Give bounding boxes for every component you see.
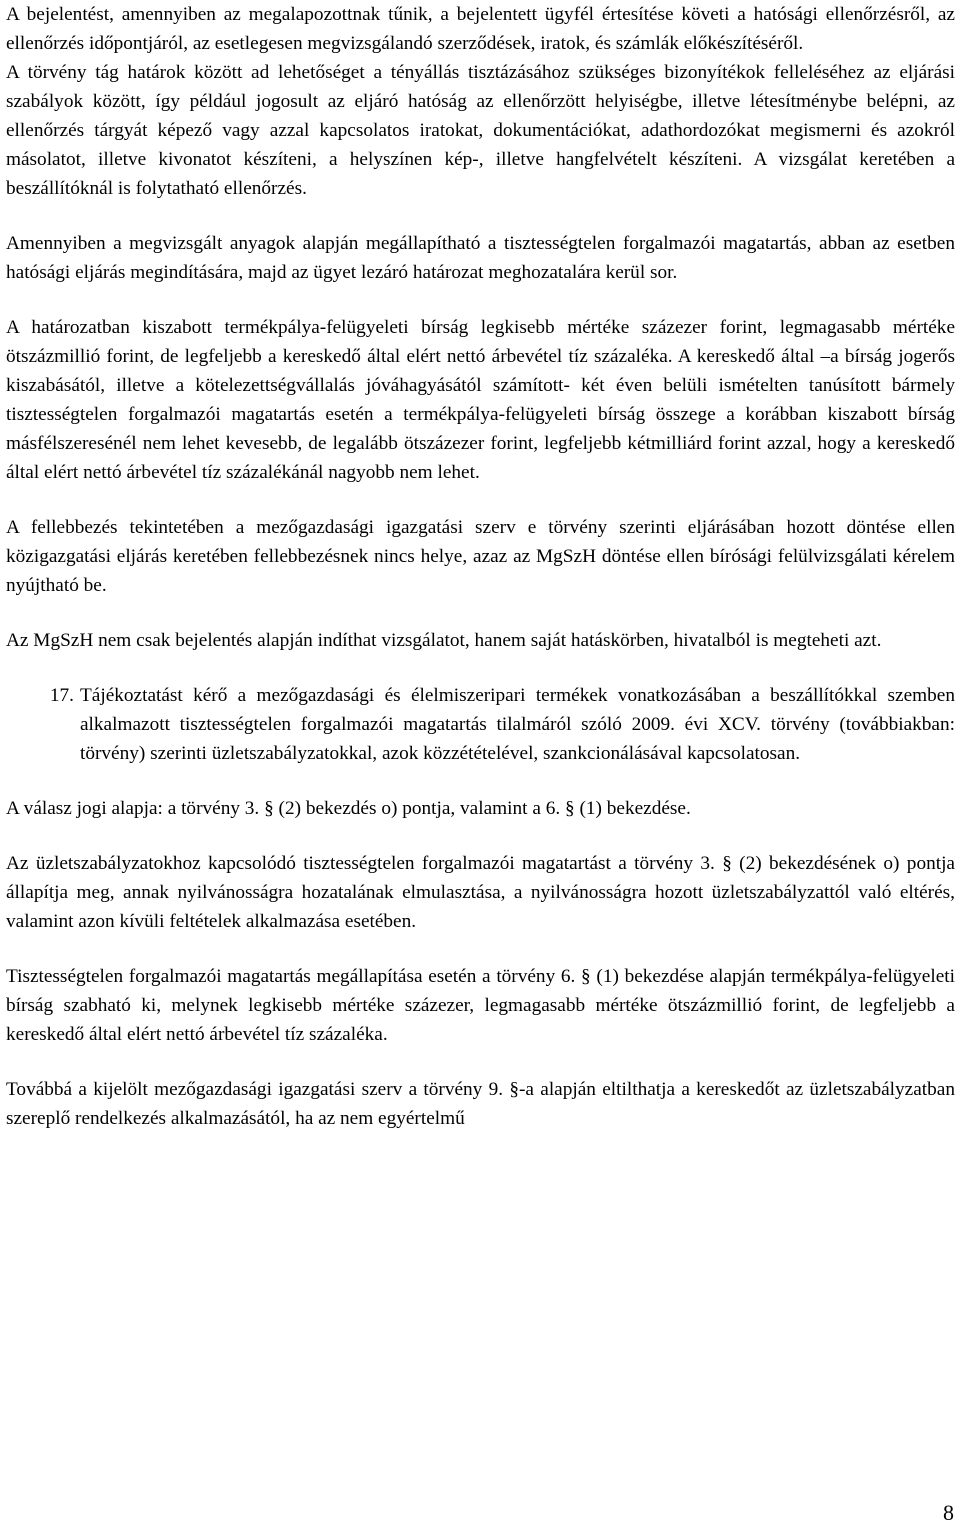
paragraph-notification: A bejelentést, amennyiben az megalapozottnak tűnik, a bejelentett ügyfél értesítése követi a hatósági ellenőrzésről, az ellenőrzés időpontjáról, az esetlegesen megvizsgálandó szerződések, iratok, és számlák előkészítéséről. (6, 4, 955, 54)
paragraph-ex-officio: Az MgSzH nem csak bejelentés alapján indíthat vizsgálatot, hanem saját hatáskörben, hivatalból is megteheti azt. (6, 630, 882, 651)
list-item-number: 17. (49, 685, 74, 706)
paragraph-evidence: A törvény tág határok között ad lehetőséget a tényállás tisztázásához szükséges bizonyítékok felleléséhez az eljárási szabályok között, így például jogosult az eljáró hatóság az ellenőrzött helyiségbe, illetve létesítménybe belépni, az ellenőrzés tárgyát képező vagy azzal kapcsolatos iratokat, dokumentációkat, adathordozókat megismerni és azokról másolatot, illetve kivonatot készíteni, a helyszínen kép-, illetve hangfelvételt készíteni. A vizsgálat keretében a beszállítóknál is folytatható ellenőrzés. (6, 62, 955, 199)
list-item-17 (6, 681, 955, 768)
paragraph-legal-basis: A válasz jogi alapja: a törvény 3. § (2) bekezdés o) pontja, valamint a 6. § (1) bekezdése. (6, 798, 691, 819)
paragraph-sanction: Tisztességtelen forgalmazói magatartás megállapítása esetén a törvény 6. § (1) bekezdése alapján termékpálya-felügyeleti bírság szabható ki, melynek legkisebb mértéke százezer, legmagasabb mértéke ötszázmillió forint, de legfeljebb a kereskedő által elért nettó árbevétel tíz százaléka. (6, 966, 955, 1045)
paragraph-business-rules: Az üzletszabályzatokhoz kapcsolódó tisztességtelen forgalmazói magatartást a törvény 3. § (2) bekezdésének o) pontja állapítja meg, annak nyilvánosságra hozatalának elmulasztása, a nyilvánosságra hozott üzletszabályzattól való eltérés, valamint azon kívüli feltételek alkalmazása esetében. (6, 853, 955, 932)
paragraph-appeal: A fellebbezés tekintetében a mezőgazdasági igazgatási szerv e törvény szerinti eljárásában hozott döntése ellen közigazgatási eljárás keretében fellebbezésnek nincs helye, azaz az MgSzH döntése ellen bírósági felülvizsgálati kérelem nyújtható be. (6, 517, 955, 596)
paragraph-fine: A határozatban kiszabott termékpálya-felügyeleti bírság legkisebb mértéke százezer forint, legmagasabb mértéke ötszázmillió forint, de legfeljebb a kereskedő által elért nettó árbevétel tíz százaléka. A kereskedő által –a bírság jogerős kiszabásától, illetve a kötelezettségvállalás jóváhagyásától számított- két éven belüli ismételten tanúsított bármely tisztességtelen forgalmazói magatartás esetén a termékpálya-felügyeleti bírság összege a korábban kiszabott bírság másfélszeresénél nem lehet kevesebb, de legalább ötszázezer forint, legfeljebb kétmilliárd forint azzal, hogy a kereskedő által elért nettó árbevétel tíz százalékánál nagyobb nem lehet. (6, 317, 955, 483)
paragraph-prohibition: Továbbá a kijelölt mezőgazdasági igazgatási szerv a törvény 9. §-a alapján eltilthatja a kereskedőt az üzletszabályzatban szereplő rendelkezés alkalmazásától, ha az nem egyértelmű (6, 1079, 955, 1129)
document-page (6, 0, 955, 1159)
page-number: 8 (943, 1500, 954, 1525)
paragraph-proceedings: Amennyiben a megvizsgált anyagok alapján megállapítható a tisztességtelen forgalmazói magatartás, abban az esetben hatósági eljárás megindítására, majd az ügyet lezáró határozat meghozatalára kerül sor. (6, 233, 955, 283)
list-item-text: Tájékoztatást kérő a mezőgazdasági és élelmiszeripari termékek vonatkozásában a beszállítókkal szemben alkalmazott tisztességtelen forgalmazói magatartás tilalmáról szóló 2009. évi XCV. törvény (továbbiakban: törvény) szerinti üzletszabályzatokkal, azok közzétételével, szankcionálásával kapcsolatosan. (80, 685, 955, 764)
